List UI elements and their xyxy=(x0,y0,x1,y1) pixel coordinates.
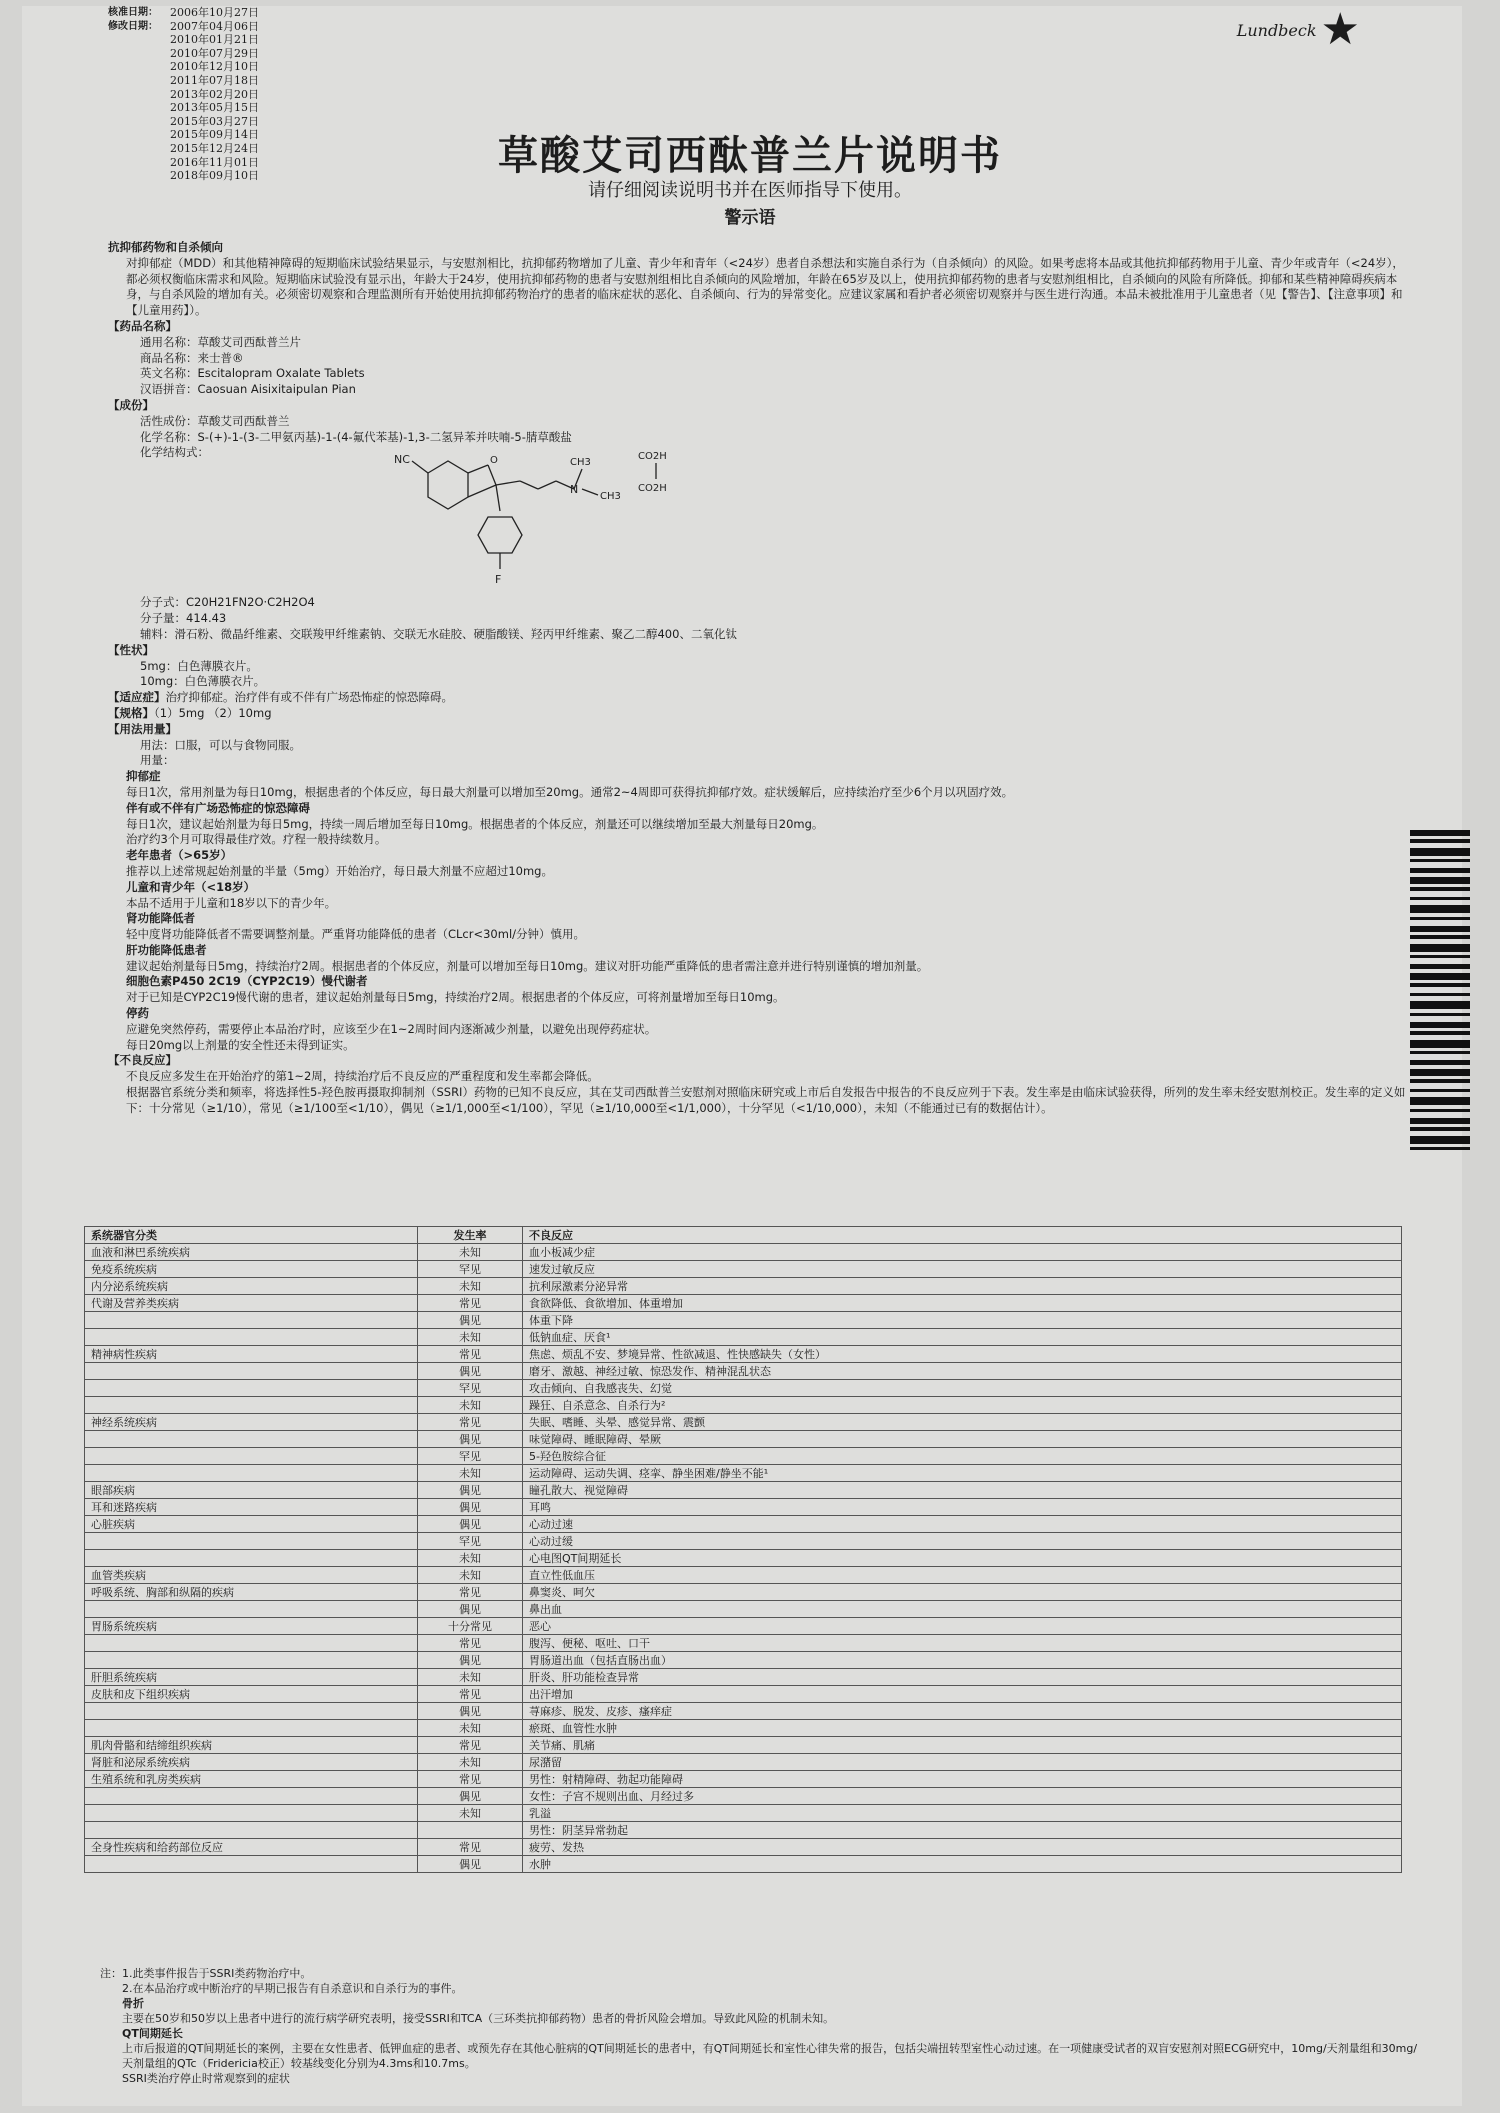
table-cell: 未知 xyxy=(418,1550,523,1567)
table-cell: 罕见 xyxy=(418,1448,523,1465)
molecular-weight: 分子量：414.43 xyxy=(140,611,227,626)
barcode-bar xyxy=(1410,1031,1470,1035)
table-header-cell: 发生率 xyxy=(418,1227,523,1244)
table-cell xyxy=(85,1856,418,1873)
table-cell xyxy=(418,1822,523,1839)
table-row xyxy=(85,1499,1402,1516)
barcode-bar xyxy=(1410,955,1470,958)
table-cell: 偶见 xyxy=(418,1788,523,1805)
active-ingredient: 活性成份：草酸艾司西酞普兰 xyxy=(140,413,290,428)
revision-date-row xyxy=(108,60,318,74)
table-cell: 5-羟色胺综合征 xyxy=(523,1448,1402,1465)
revision-date-label xyxy=(108,101,170,115)
barcode-bar xyxy=(1410,1147,1470,1150)
table-cell: 常见 xyxy=(418,1295,523,1312)
table-row xyxy=(85,1754,1402,1771)
table-cell: 偶见 xyxy=(418,1856,523,1873)
table-row xyxy=(85,1686,1402,1703)
table-cell: 肝炎、肝功能检查异常 xyxy=(523,1669,1402,1686)
table-cell: 血小板减少症 xyxy=(523,1244,1402,1261)
table-cell: 精神病性疾病 xyxy=(85,1346,418,1363)
structure-label: 化学结构式： xyxy=(140,445,209,460)
table-row xyxy=(85,1448,1402,1465)
table-cell xyxy=(85,1465,418,1482)
table-cell: 罕见 xyxy=(418,1533,523,1550)
revision-date-row xyxy=(108,6,318,20)
table-cell: 食欲降低、食欲增加、体重增加 xyxy=(523,1295,1402,1312)
table-row xyxy=(85,1482,1402,1499)
table-cell: 未知 xyxy=(418,1567,523,1584)
revision-date-row xyxy=(108,20,318,34)
barcode-bar xyxy=(1410,1118,1470,1124)
table-cell xyxy=(85,1652,418,1669)
table-row xyxy=(85,1397,1402,1414)
table-row xyxy=(85,1261,1402,1278)
table-cell xyxy=(85,1601,418,1618)
table-cell: 未知 xyxy=(418,1805,523,1822)
table-cell: 荨麻疹、脱发、皮疹、瘙痒症 xyxy=(523,1703,1402,1720)
warning-heading: 警示语 xyxy=(724,208,776,228)
revision-date: 2010年12月10日 xyxy=(170,60,259,74)
revision-date: 2007年04月06日 xyxy=(170,19,259,33)
document-body xyxy=(108,240,1408,1117)
barcode-bar xyxy=(1410,917,1470,920)
table-row xyxy=(85,1635,1402,1652)
barcode-bar xyxy=(1410,859,1470,862)
table-cell xyxy=(85,1550,418,1567)
barcode-bar xyxy=(1410,1079,1470,1083)
properties-10mg: 10mg：白色薄膜衣片。 xyxy=(140,674,266,689)
barcode-bar xyxy=(1410,905,1470,913)
table-cell: 鼻出血 xyxy=(523,1601,1402,1618)
table-cell: 失眠、嗜睡、头晕、感觉异常、震颤 xyxy=(523,1414,1402,1431)
ch3-right-label: CH3 xyxy=(600,491,621,503)
table-cell: 常见 xyxy=(418,1839,523,1856)
barcode-bar xyxy=(1410,1040,1470,1048)
table-cell xyxy=(85,1635,418,1652)
dosage-subheading: 肝功能降低患者 xyxy=(126,942,207,957)
english-name: 英文名称：Escitalopram Oxalate Tablets xyxy=(140,366,365,381)
specs-heading: 【规格】 xyxy=(108,705,154,720)
section-specs xyxy=(108,706,1408,722)
chemical-structure xyxy=(108,445,1408,595)
note-line: 主要在50岁和50岁以上患者中进行的流行病学研究表明，接受SSRI和TCA（三环类抗抑郁药物）患者的骨折风险会增加。导致此风险的机制未知。 xyxy=(122,2012,835,2025)
document-title: 草酸艾司西酞普兰片说明书 xyxy=(498,132,1002,179)
note-line: 2.在本品治疗或中断治疗的早期已报告有自杀意识和自杀行为的事件。 xyxy=(122,1982,463,1995)
revision-date-row xyxy=(108,101,318,115)
table-cell: 恶心 xyxy=(523,1618,1402,1635)
section-indications xyxy=(108,690,1408,706)
barcode-bar xyxy=(1410,1051,1470,1054)
table-cell: 未知 xyxy=(418,1278,523,1295)
section-dosage: 【用法用量】 xyxy=(108,721,177,736)
table-cell: 直立性低血压 xyxy=(523,1567,1402,1584)
table-cell: 尿潴留 xyxy=(523,1754,1402,1771)
adverse-reactions-table xyxy=(84,1226,1402,1873)
table-cell xyxy=(85,1448,418,1465)
section-adverse: 【不良反应】 xyxy=(108,1053,177,1068)
table-row xyxy=(85,1346,1402,1363)
f-label: F xyxy=(495,573,502,587)
table-row xyxy=(85,1567,1402,1584)
table-cell xyxy=(85,1329,418,1346)
table-cell: 男性：阴茎异常勃起 xyxy=(523,1822,1402,1839)
dosage-subheading: 伴有或不伴有广场恐怖症的惊恐障碍 xyxy=(126,800,310,815)
table-cell xyxy=(85,1788,418,1805)
revision-date-label xyxy=(108,47,170,61)
table-row xyxy=(85,1550,1402,1567)
table-cell: 罕见 xyxy=(418,1261,523,1278)
o-label: O xyxy=(490,455,498,467)
table-cell: 眼部疾病 xyxy=(85,1482,418,1499)
table-cell: 胃肠系统疾病 xyxy=(85,1618,418,1635)
table-cell: 全身性疾病和给药部位反应 xyxy=(85,1839,418,1856)
barcode-bar xyxy=(1410,1060,1470,1065)
dosage-line: 轻中度肾功能降低者不需要调整剂量。严重肾功能降低的患者（CLcr<30ml/分钟）慎用。 xyxy=(126,927,586,942)
table-cell: 低钠血症、厌食¹ xyxy=(523,1329,1402,1346)
section-properties: 【性状】 xyxy=(108,642,154,657)
barcode-bar xyxy=(1410,868,1470,873)
dosage-subheading: 细胞色素P450 2C19（CYP2C19）慢代谢者 xyxy=(126,974,368,989)
table-cell: 未知 xyxy=(418,1465,523,1482)
table-cell: 未知 xyxy=(418,1329,523,1346)
table-cell xyxy=(85,1312,418,1329)
table-row xyxy=(85,1669,1402,1686)
table-cell: 瞳孔散大、视觉障碍 xyxy=(523,1482,1402,1499)
molecular-formula: 分子式：C20H21FN2O·C2H2O4 xyxy=(140,595,315,610)
table-cell xyxy=(85,1380,418,1397)
table-cell: 抗利尿激素分泌异常 xyxy=(523,1278,1402,1295)
table-cell: 常见 xyxy=(418,1635,523,1652)
table-row xyxy=(85,1516,1402,1533)
co2h-1-label: CO2H xyxy=(638,451,667,463)
adverse-p1: 不良反应多发生在开始治疗的第1~2周，持续治疗后不良反应的严重程度和发生率都会降低。 xyxy=(126,1069,599,1084)
table-row xyxy=(85,1805,1402,1822)
pinyin-name: 汉语拼音：Caosuan Aisixitaipulan Pian xyxy=(140,382,356,397)
lundbeck-logo xyxy=(1236,4,1360,55)
dosage-line: 应避免突然停药，需要停止本品治疗时，应该至少在1~2周时间内逐渐减少剂量，以避免出现停药症状。 xyxy=(126,1021,657,1036)
table-cell: 代谢及营养类疾病 xyxy=(85,1295,418,1312)
revision-date: 2018年09月10日 xyxy=(170,169,259,183)
note-line: 注：1.此类事件报告于SSRI类药物治疗中。 xyxy=(100,1967,312,1980)
table-cell: 焦虑、烦乱不安、梦境异常、性欲减退、性快感缺失（女性） xyxy=(523,1346,1402,1363)
table-cell: 心电图QT间期延长 xyxy=(523,1550,1402,1567)
table-row xyxy=(85,1822,1402,1839)
table-header-row xyxy=(85,1227,1402,1244)
barcode-bar xyxy=(1410,1001,1470,1009)
table-cell xyxy=(85,1822,418,1839)
barcode-bar xyxy=(1410,839,1470,843)
barcode-bar xyxy=(1410,887,1470,891)
indications-text: 治疗抑郁症。治疗伴有或不伴有广场恐怖症的惊恐障碍。 xyxy=(165,690,453,705)
table-cell xyxy=(85,1397,418,1414)
nc-label: NC xyxy=(394,453,410,467)
table-cell: 速发过敏反应 xyxy=(523,1261,1402,1278)
revision-date-row xyxy=(108,47,318,61)
barcode-bar xyxy=(1410,1022,1470,1028)
revision-date-label: 修改日期： xyxy=(108,20,158,32)
table-cell: 血液和淋巴系统疾病 xyxy=(85,1244,418,1261)
table-cell: 磨牙、激越、神经过敏、惊恐发作、精神混乱状态 xyxy=(523,1363,1402,1380)
revision-date-row xyxy=(108,88,318,102)
table-cell: 心动过速 xyxy=(523,1516,1402,1533)
dosage-line: 建议起始剂量每日5mg，持续治疗2周。根据患者的个体反应，剂量可以增加至每日10mg。建议对肝功能严重降低的患者需注意并进行特别谨慎的增加剂量。 xyxy=(126,958,929,973)
table-cell: 未知 xyxy=(418,1669,523,1686)
table-cell: 呼吸系统、胸部和纵隔的疾病 xyxy=(85,1584,418,1601)
dosage-line: 用量： xyxy=(140,753,175,768)
table-cell: 味觉障碍、睡眠障碍、晕厥 xyxy=(523,1431,1402,1448)
table-cell: 偶见 xyxy=(418,1363,523,1380)
chemical-name: 化学名称：S-(+)-1-(3-二甲氨丙基)-1-(4-氟代苯基)-1,3-二氢异苯并呋喃-5-腈草酸盐 xyxy=(140,429,572,444)
table-cell: 胃肠道出血（包括直肠出血） xyxy=(523,1652,1402,1669)
table-cell: 未知 xyxy=(418,1754,523,1771)
table-row xyxy=(85,1312,1402,1329)
table-cell xyxy=(85,1703,418,1720)
table-cell: 疲劳、发热 xyxy=(523,1839,1402,1856)
barcode-bar xyxy=(1410,1136,1470,1144)
table-cell: 常见 xyxy=(418,1584,523,1601)
table-cell: 偶见 xyxy=(418,1652,523,1669)
table-cell: 肌肉骨骼和结缔组织疾病 xyxy=(85,1737,418,1754)
co2h-2-label: CO2H xyxy=(638,483,667,495)
table-row xyxy=(85,1652,1402,1669)
dosage-line: 每日1次，建议起始剂量为每日5mg，持续一周后增加至每日10mg。根据患者的个体反应，剂量还可以继续增加至最大剂量每日20mg。 xyxy=(126,816,824,831)
dosage-line: 用法：口服，可以与食物同服。 xyxy=(140,737,301,752)
properties-5mg: 5mg：白色薄膜衣片。 xyxy=(140,658,258,673)
barcode-bar xyxy=(1410,830,1470,836)
table-header-cell: 不良反应 xyxy=(523,1227,1402,1244)
table-row xyxy=(85,1431,1402,1448)
table-cell: 常见 xyxy=(418,1686,523,1703)
table-cell: 女性：子宫不规则出血、月经过多 xyxy=(523,1788,1402,1805)
revision-date: 2013年02月20日 xyxy=(170,87,259,101)
revision-date: 2006年10月27日 xyxy=(170,6,259,19)
table-cell: 鼻窦炎、呵欠 xyxy=(523,1584,1402,1601)
table-row xyxy=(85,1278,1402,1295)
table-row xyxy=(85,1720,1402,1737)
table-row xyxy=(85,1380,1402,1397)
table-cell: 免疫系统疾病 xyxy=(85,1261,418,1278)
revision-date: 2010年07月29日 xyxy=(170,46,259,60)
revision-date: 2015年12月24日 xyxy=(170,141,259,155)
table-cell: 皮肤和皮下组织疾病 xyxy=(85,1686,418,1703)
table-cell: 十分常见 xyxy=(418,1618,523,1635)
table-cell: 偶见 xyxy=(418,1499,523,1516)
table-cell: 躁狂、自杀意念、自杀行为² xyxy=(523,1397,1402,1414)
table-cell: 肝胆系统疾病 xyxy=(85,1669,418,1686)
barcode-bar xyxy=(1410,1089,1470,1092)
table-row xyxy=(85,1295,1402,1312)
excipients: 辅料：滑石粉、微晶纤维素、交联羧甲纤维素钠、交联无水硅胶、硬脂酸镁、羟丙甲纤维素、聚乙二醇400、二氧化钛 xyxy=(140,626,737,641)
dosage-line: 每日20mg以上剂量的安全性还未得到证实。 xyxy=(126,1037,355,1052)
table-cell: 肾脏和泌尿系统疾病 xyxy=(85,1754,418,1771)
barcode-bar xyxy=(1410,993,1470,996)
structure-diagram xyxy=(388,433,748,593)
barcode-bar xyxy=(1410,877,1470,884)
revision-date-row xyxy=(108,33,318,47)
table-cell: 内分泌系统疾病 xyxy=(85,1278,418,1295)
table-row xyxy=(85,1618,1402,1635)
barcode xyxy=(1410,830,1470,1150)
revision-date-label xyxy=(108,88,170,102)
table-row xyxy=(85,1363,1402,1380)
table-cell: 常见 xyxy=(418,1346,523,1363)
barcode-bar xyxy=(1410,973,1470,980)
barcode-bar xyxy=(1410,1109,1470,1112)
table-row xyxy=(85,1601,1402,1618)
table-cell: 运动障碍、运动失调、痉挛、静坐困难/静坐不能¹ xyxy=(523,1465,1402,1482)
table-row xyxy=(85,1771,1402,1788)
table-cell: 水肿 xyxy=(523,1856,1402,1873)
table-cell: 偶见 xyxy=(418,1601,523,1618)
warning-text: 对抑郁症（MDD）和其他精神障碍的短期临床试验结果显示，与安慰剂相比，抗抑郁药物增加了儿童、青少年和青年（<24岁）患者自杀想法和实施自杀行为（自杀倾向）的风险。如果考虑将本品或其他抗抑郁药物用于儿童、青少年或青年（<24岁），都必须权衡临床需求和风险。短期临床试验没有显示出，年龄大于24岁，使用抗抑郁药物的患者与安慰剂组相比自杀倾向的风险增加，年龄在65岁及以上，使用抗抑郁药物的患者与安慰剂组相比，自杀倾向的风险有所降低。抑郁和某些精神障碍疾病本身，与自杀风险的增加有关。必须密切观察和合理监测所有开始使用抗抑郁药物治疗的患者的临床症状的恶化、自杀倾向、行为的异常变化。应建议家属和看护者必须密切观察并与医生进行沟通。本品未被批准用于儿童患者（见【警告】、【注意事项】和【儿童用药】）。 xyxy=(126,255,1404,318)
dosage-subheading: 老年患者（>65岁） xyxy=(126,848,233,863)
table-cell: 偶见 xyxy=(418,1431,523,1448)
specs-text: （1）5mg （2）10mg xyxy=(154,705,272,720)
barcode-bar xyxy=(1410,944,1470,952)
barcode-bar xyxy=(1410,1013,1470,1016)
dosage-line: 每日1次，常用剂量为每日10mg，根据患者的个体反应，每日最大剂量可以增加至20mg。通常2~4周即可获得抗抑郁疗效。症状缓解后，应持续治疗至少6个月以巩固疗效。 xyxy=(126,784,1014,799)
dosage-line: 本品不适用于儿童和18岁以下的青少年。 xyxy=(126,895,337,910)
dosage-subheading: 抑郁症 xyxy=(126,769,161,784)
n-label: N xyxy=(570,483,579,497)
table-row xyxy=(85,1856,1402,1873)
table-cell: 心脏疾病 xyxy=(85,1516,418,1533)
star-icon: ★ xyxy=(1320,4,1360,55)
table-cell: 未知 xyxy=(418,1397,523,1414)
table-row xyxy=(85,1244,1402,1261)
dosage-subheading: 儿童和青少年（<18岁） xyxy=(126,879,256,894)
indications-heading: 【适应症】 xyxy=(108,690,166,705)
table-cell: 偶见 xyxy=(418,1312,523,1329)
table-cell: 神经系统疾病 xyxy=(85,1414,418,1431)
table-cell: 耳和迷路疾病 xyxy=(85,1499,418,1516)
revision-date-label xyxy=(108,60,170,74)
table-row xyxy=(85,1533,1402,1550)
table-cell: 常见 xyxy=(418,1737,523,1754)
table-row xyxy=(85,1703,1402,1720)
dosage-line: 治疗约3个月可取得最佳疗效。疗程一般持续数月。 xyxy=(126,832,387,847)
table-cell: 关节痛、肌痛 xyxy=(523,1737,1402,1754)
revision-date: 2015年03月27日 xyxy=(170,114,259,128)
revision-date: 2011年07月18日 xyxy=(170,73,259,87)
table-cell: 男性：射精障碍、勃起功能障碍 xyxy=(523,1771,1402,1788)
revision-date-row xyxy=(108,74,318,88)
table-cell xyxy=(85,1720,418,1737)
barcode-bar xyxy=(1410,964,1470,969)
revision-date: 2010年01月21日 xyxy=(170,33,259,47)
barcode-bar xyxy=(1410,926,1470,932)
dosage-line: 对于已知是CYP2C19慢代谢的患者，建议起始剂量每日5mg，持续治疗2周。根据患者的个体反应，可将剂量增加至每日10mg。 xyxy=(126,990,785,1005)
table-cell: 常见 xyxy=(418,1414,523,1431)
table-cell: 耳鸣 xyxy=(523,1499,1402,1516)
table-cell xyxy=(85,1805,418,1822)
dosage-line: 推荐以上述常规起始剂量的半量（5mg）开始治疗，每日最大剂量不应超过10mg。 xyxy=(126,863,553,878)
section-drug-name: 【药品名称】 xyxy=(108,318,177,333)
note-line: SSRI类治疗停止时常观察到的症状 xyxy=(122,2072,290,2085)
table-cell: 偶见 xyxy=(418,1703,523,1720)
revision-date-label xyxy=(108,33,170,47)
barcode-bar xyxy=(1410,1127,1470,1131)
revision-date: 2015年09月14日 xyxy=(170,128,259,142)
barcode-bar xyxy=(1410,1097,1470,1105)
barcode-bar xyxy=(1410,897,1470,900)
revision-date-label xyxy=(108,74,170,88)
table-row xyxy=(85,1788,1402,1805)
barcode-bar xyxy=(1410,935,1470,939)
note-subheading: 骨折 xyxy=(122,1997,144,2010)
table-cell: 常见 xyxy=(418,1771,523,1788)
table-cell: 罕见 xyxy=(418,1380,523,1397)
ch3-top-label: CH3 xyxy=(570,457,591,469)
table-row xyxy=(85,1839,1402,1856)
document-subtitle: 请仔细阅读说明书并在医师指导下使用。 xyxy=(588,180,912,201)
logo-text: Lundbeck xyxy=(1236,20,1317,40)
table-row xyxy=(85,1414,1402,1431)
dosage-subheading: 肾功能降低者 xyxy=(126,911,195,926)
trade-name: 商品名称：来士普® xyxy=(140,350,244,365)
table-row xyxy=(85,1329,1402,1346)
table-row xyxy=(85,1737,1402,1754)
table-cell: 偶见 xyxy=(418,1482,523,1499)
barcode-bar xyxy=(1410,848,1470,856)
table-row xyxy=(85,1465,1402,1482)
revision-date: 2016年11月01日 xyxy=(170,155,259,169)
notes xyxy=(100,1966,1420,2086)
table-cell xyxy=(85,1533,418,1550)
barcode-bar xyxy=(1410,1069,1470,1076)
table-cell: 体重下降 xyxy=(523,1312,1402,1329)
table-cell: 乳溢 xyxy=(523,1805,1402,1822)
table-cell: 生殖系统和乳房类疾病 xyxy=(85,1771,418,1788)
table-cell: 瘀斑、血管性水肿 xyxy=(523,1720,1402,1737)
note-line: 上市后报道的QT间期延长的案例，主要在女性患者、低钾血症的患者、或预先存在其他心脏病的QT间期延长的患者中，有QT间期延长和室性心律失常的报告，包括尖端扭转型室性心动过速。在一项健康受试者的双盲安慰剂对照ECG研究中，10mg/天剂量组和30mg/天剂量组的QTc（Fridericia校正）较基线变化分别为4.3ms和10.7ms。 xyxy=(122,2042,1418,2070)
table-cell: 偶见 xyxy=(418,1516,523,1533)
table-cell: 攻击倾向、自我感丧失、幻觉 xyxy=(523,1380,1402,1397)
adverse-p2: 根据器官系统分类和频率，将选择性5-羟色胺再摄取抑制剂（SSRI）药物的已知不良反应，其在艾司西酞普兰安慰剂对照临床研究或上市后自发报告中报告的不良反应列于下表。发生率是由临床试验获得，所列的发生率未经安慰剂校正。发生率的定义如下：十分常见（≥1/10），常见（≥1/100至<1/10），偶见（≥1/1,000至<1/100），罕见（≥1/10,000至<1/1,000），十分罕见（<1/10,000），未知（不能通过已有的数据估计）。 xyxy=(126,1085,1406,1115)
table-cell xyxy=(85,1363,418,1380)
revision-date: 2013年05月15日 xyxy=(170,101,259,115)
table-cell: 出汗增加 xyxy=(523,1686,1402,1703)
table-cell xyxy=(85,1431,418,1448)
table-cell: 未知 xyxy=(418,1720,523,1737)
section-composition: 【成份】 xyxy=(108,397,154,412)
table-cell: 未知 xyxy=(418,1244,523,1261)
table-cell: 腹泻、便秘、呕吐、口干 xyxy=(523,1635,1402,1652)
table-row xyxy=(85,1584,1402,1601)
warning-subheading: 抗抑郁药物和自杀倾向 xyxy=(108,240,223,254)
generic-name: 通用名称：草酸艾司西酞普兰片 xyxy=(140,334,301,349)
revision-date-label: 核准日期： xyxy=(108,7,158,18)
table-cell: 血管类疾病 xyxy=(85,1567,418,1584)
dosage-subheading: 停药 xyxy=(126,1006,149,1021)
barcode-bar xyxy=(1410,983,1470,987)
table-cell: 心动过缓 xyxy=(523,1533,1402,1550)
table-header-cell: 系统器官分类 xyxy=(85,1227,418,1244)
note-subheading: QT间期延长 xyxy=(122,2027,183,2040)
